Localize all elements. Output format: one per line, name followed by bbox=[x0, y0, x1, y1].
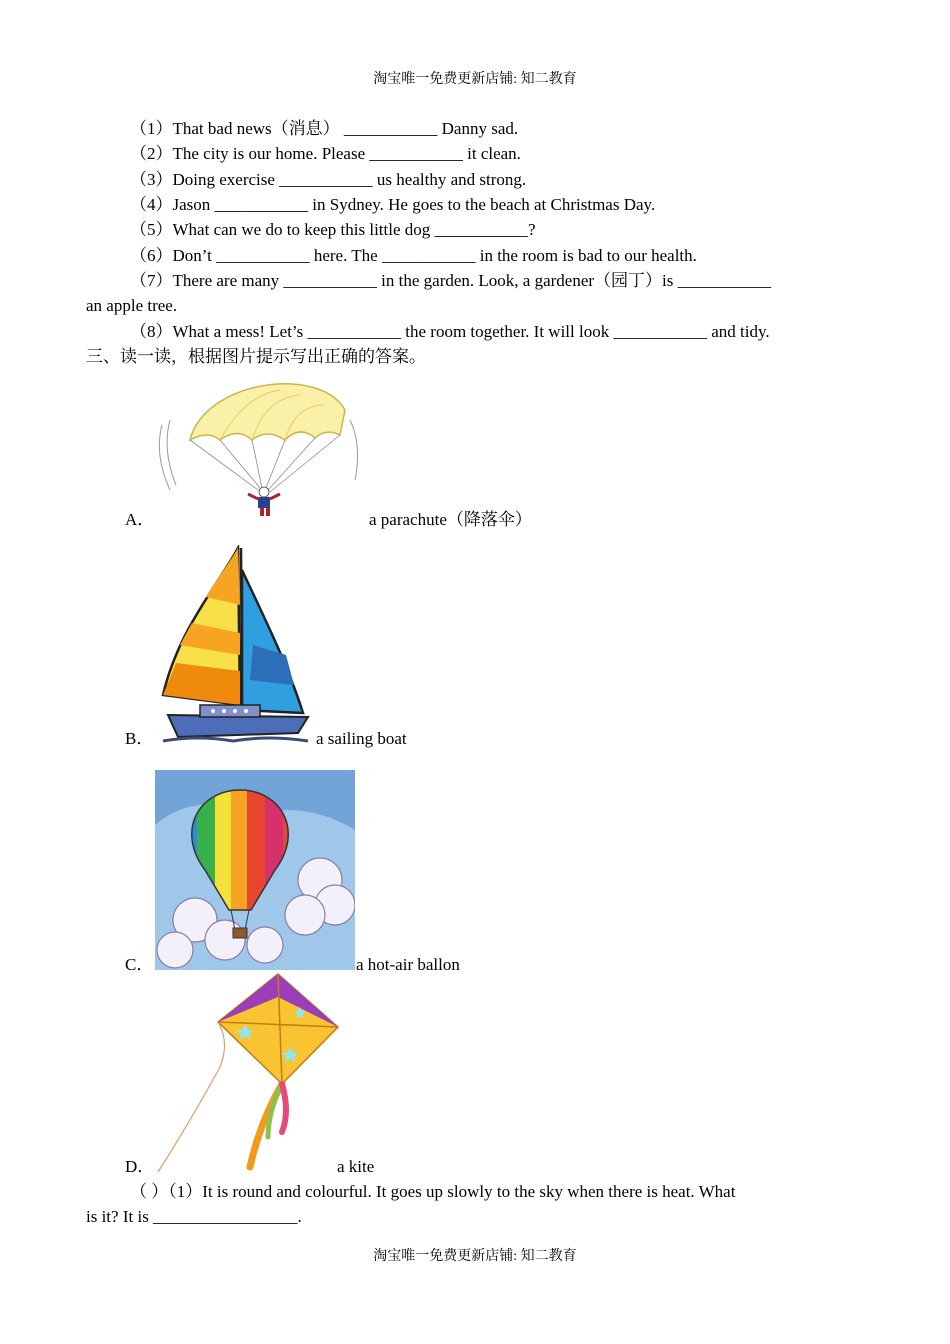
option-c-text: a hot-air ballon bbox=[356, 955, 460, 974]
sailing-boat-picture bbox=[158, 545, 313, 745]
section-title: 三、读一读，根据图片提示写出正确的答案。 bbox=[86, 347, 426, 366]
fill-sentence-4: （4）Jason ___________ in Sydney. He goes to the beach at Christmas Day. bbox=[130, 195, 656, 214]
fill-sentence-7-cont: an apple tree. bbox=[86, 296, 178, 315]
fill-sentence-8: （8）What a mess! Let’s ___________ the room together. It will look ___________ and tidy. bbox=[130, 322, 770, 341]
option-a-text: a parachute（降落伞） bbox=[369, 510, 532, 529]
fill-sentence-3: （3）Doing exercise ___________ us healthy and strong. bbox=[130, 170, 527, 189]
option-d-text: a kite bbox=[337, 1157, 375, 1176]
page-footer: 淘宝唯一免费更新店铺: 知二教育 bbox=[373, 1249, 577, 1264]
question-1-line1: （ ）（1）It is round and colourful. It goes up slowly to the sky when there is heat. What bbox=[130, 1182, 736, 1201]
option-b-text: a sailing boat bbox=[316, 729, 407, 748]
fill-sentence-5: （5）What can we do to keep this little dog ___________? bbox=[130, 220, 536, 239]
option-b-letter: B． bbox=[125, 729, 154, 748]
fill-sentence-1: （1）That bad news（消息） ___________ Danny sad. bbox=[130, 119, 519, 138]
fill-sentence-7: （7）There are many ___________ in the garden. Look, a gardener（园丁）is ___________ bbox=[130, 271, 772, 290]
hot-air-balloon-picture bbox=[155, 770, 355, 970]
option-c-letter: C． bbox=[125, 955, 154, 974]
fill-sentence-2: （2）The city is our home. Please ___________ it clean. bbox=[130, 144, 521, 163]
option-a-letter: A． bbox=[125, 510, 155, 529]
kite-picture bbox=[150, 972, 350, 1177]
parachute-picture bbox=[150, 370, 370, 525]
option-d-letter: D． bbox=[125, 1157, 155, 1176]
question-1-line2: is it? It is _________________. bbox=[86, 1207, 302, 1226]
fill-sentence-6: （6）Don’t ___________ here. The ___________ in the room is bad to our health. bbox=[130, 246, 697, 265]
page-header: 淘宝唯一免费更新店铺: 知二教育 bbox=[373, 72, 577, 87]
